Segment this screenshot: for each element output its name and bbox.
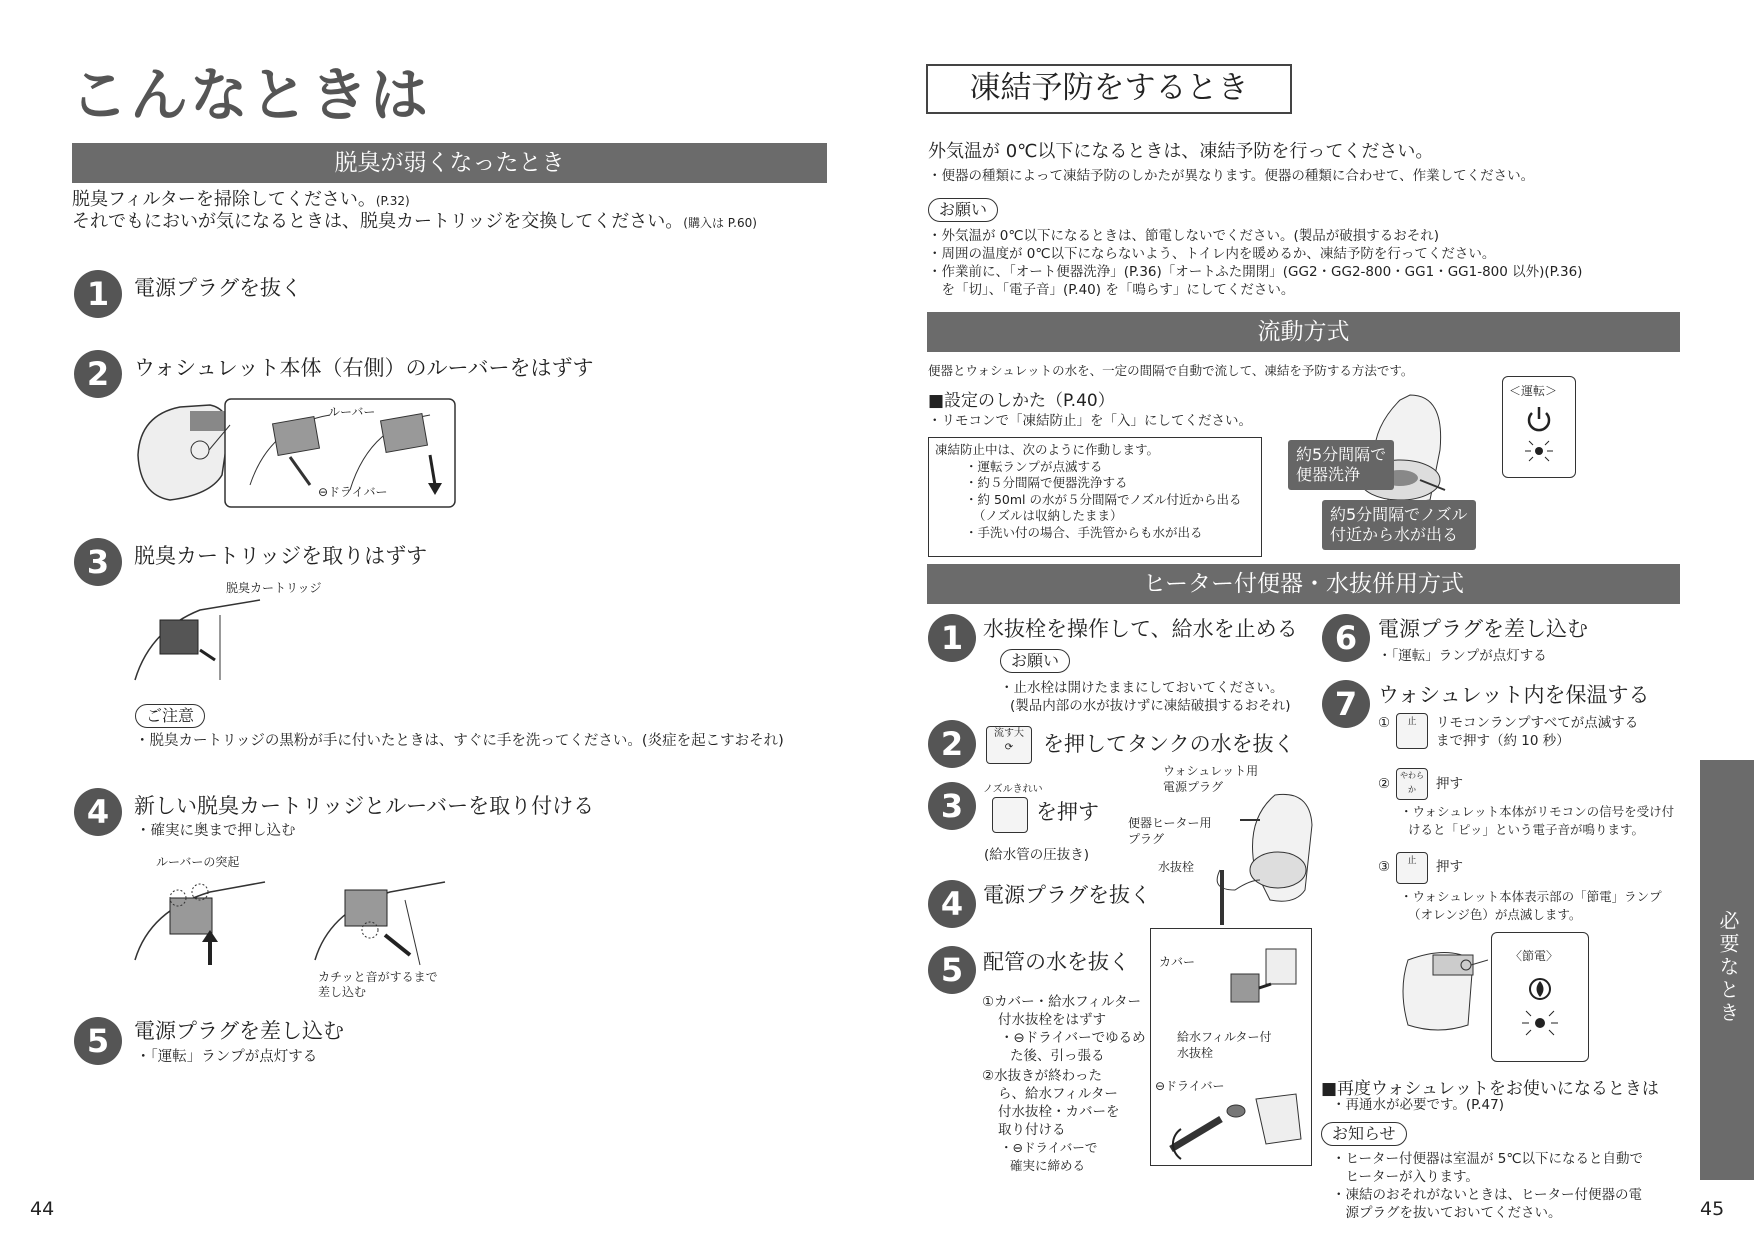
caution-label: ご注意 (135, 704, 205, 728)
heater-step-text-4: 電源プラグを抜く (983, 883, 1151, 907)
page-title-right: 凍結予防をするとき (926, 64, 1292, 114)
fig-heater-plug-line-1: 便器ヒーター用 (1128, 816, 1212, 830)
box-line: 凍結防止中は、次のように作動します。 (935, 442, 1160, 457)
step5-b6: 確実に締める (1010, 1158, 1086, 1173)
louver-attach-illustration-2 (310, 870, 450, 970)
step-text-1: 電源プラグを抜く (134, 276, 302, 300)
operation-lamp-panel (1502, 376, 1576, 478)
step7-c1-text-1: リモコンランプすべてが点滅する (1436, 715, 1639, 731)
step7-c1-text-2: まで押す（約 10 秒） (1436, 733, 1570, 749)
box-line: ・約５分間隔で便器洗浄する (965, 475, 1128, 490)
step7-c1-text (1436, 714, 1638, 750)
stop-button-2-label: 止 (1407, 856, 1417, 866)
intro-ref-1: (P.32) (375, 194, 410, 208)
callout-nozzle-water (1322, 500, 1476, 550)
soft-button[interactable] (1396, 768, 1428, 800)
callout-bowl-line-2: 便器洗浄 (1296, 465, 1361, 484)
step7-c3-note (1400, 888, 1662, 924)
callout-bowl-flush (1288, 440, 1394, 490)
step7-c2-note (1400, 803, 1674, 839)
nozzle-clean-button[interactable] (992, 797, 1028, 833)
caution-pill (135, 704, 205, 728)
heater-step-number-4: 4 (928, 880, 976, 928)
heater-step1-note (1000, 679, 1291, 715)
heater-step-sub-3: (給水管の圧抜き) (984, 847, 1090, 863)
heater-step-text-5: 配管の水を抜く (983, 950, 1130, 974)
heater-step1-note-2: (製品内部の水が抜けずに凍結破損するおそれ) (1010, 698, 1291, 714)
step-text-5: 電源プラグを差し込む (134, 1019, 344, 1043)
notice-item: ・ヒーター付便器は室温が 5℃以下になると自動で (1332, 1151, 1644, 1167)
heater-step-text-3: を押す (1036, 800, 1099, 824)
heater-step-text-7: ウォシュレット内を保温する (1378, 683, 1650, 707)
request-item: を「切」、「電子音」(P.40) を「鳴らす」にしてください。 (928, 282, 1295, 298)
callout-nozzle-line-1: 約5分間隔でノズル (1330, 505, 1468, 524)
step-number-5: 5 (74, 1017, 122, 1065)
intro-line-2 (72, 210, 757, 235)
step7-c2-text: 押す (1436, 776, 1463, 792)
step-text-3: 脱臭カートリッジを取りはずす (134, 544, 428, 568)
step5-b2: ら、給水フィルター (998, 1086, 1118, 1102)
cartridge-removal-illustration (130, 590, 270, 690)
step5-b4: 取り付ける (998, 1122, 1066, 1138)
cover-illustration (1211, 944, 1306, 1024)
intro-ref-2: (購入は P.60) (683, 216, 757, 230)
fig4-protrusion-label: ルーバーの突起 (156, 855, 240, 869)
flush-swirl-icon: ⟳ (1004, 742, 1014, 753)
saving-lamp-panel (1491, 932, 1589, 1062)
page-title-left: こんなときは (70, 61, 431, 129)
heater-step-number-5: 5 (928, 946, 976, 994)
operation-lamp-label: ＜運転＞ (1509, 384, 1558, 398)
freeze-operation-box (928, 437, 1262, 557)
intro-text-1: 脱臭フィルターを掃除してください。 (72, 189, 376, 210)
fig-filter-line-1: 給水フィルター付 (1177, 1030, 1272, 1044)
step7-c2-note-1: ・ウォシュレット本体がリモコンの信号を受け付 (1400, 804, 1675, 819)
fig-heater-plug-line-2: プラグ (1128, 832, 1165, 846)
fig4-click-line-1: カチッと音がするまで (318, 970, 438, 984)
fig-cover-label: カバー (1159, 955, 1196, 969)
notice-item: ヒーターが入ります。 (1332, 1169, 1479, 1185)
box-line: ・運転ランプが点滅する (965, 458, 1103, 474)
intro-text-2: それでもにおいが気になるときは、脱臭カートリッジを交換してください。 (72, 211, 684, 232)
reuse-heading: ■再度ウォシュレットをお使いになるときは (1321, 1079, 1659, 1099)
fig-valve-label: 水抜栓 (1158, 860, 1195, 874)
step-sub-5: ・「運転」ランプが点灯する (136, 1049, 318, 1065)
step-number-3: 3 (74, 538, 122, 586)
nozzle-clean-label: ノズルきれい (983, 784, 1043, 795)
side-tab (1700, 760, 1754, 1180)
freeze-intro: 外気温が 0℃以下になるときは、凍結予防を行ってください。 (928, 141, 1434, 162)
notice-item: 源プラグを抜いておいてください。 (1332, 1205, 1562, 1221)
heater-step-number-3: 3 (928, 782, 976, 830)
step5-b5: ・⊖ドライバーで (1000, 1140, 1098, 1155)
step7-c3-text: 押す (1436, 859, 1463, 875)
request-label: お願い (928, 198, 998, 222)
page-number-right: 45 (1700, 1198, 1725, 1220)
fig4-click-line-2: 差し込む (318, 985, 367, 999)
power-lamp-icon (1515, 403, 1563, 473)
step-text-2: ウォシュレット本体（右側）のルーバーをはずす (134, 356, 594, 380)
heater-step1-note-1: ・止水栓は開けたままにしておいてください。 (1000, 680, 1284, 696)
setting-heading: ■設定のしかた（P.40） (928, 391, 1115, 411)
heater-step-number-7: 7 (1322, 680, 1370, 728)
step-number-2: 2 (74, 350, 122, 398)
heater-step-number-6: 6 (1322, 614, 1370, 662)
caution-text: ・脱臭カートリッジの黒粉が手に付いたときは、すぐに手を洗ってください。(炎症を起こすおそれ) (135, 733, 784, 749)
step7-c2-mark: ② (1378, 776, 1391, 792)
louver-removal-illustration (130, 395, 460, 510)
step5-a2: 付水抜栓をはずす (998, 1012, 1106, 1028)
box-line: ・手洗い付の場合、手洗管からも水が出る (965, 524, 1203, 540)
step-number-1: 1 (74, 270, 122, 318)
heater-step-text-2: を押してタンクの水を抜く (1043, 732, 1295, 756)
fig-heater-plug-label (1128, 815, 1212, 847)
step7-c3-note-2: （オレンジ色）が点滅します。 (1408, 907, 1582, 922)
request-item: ・周囲の温度が 0℃以下にならないよう、トイレ内を暖めるか、凍結予防を行ってください。 (928, 246, 1496, 262)
heater-step1-request-pill (1000, 649, 1070, 673)
section-banner-deodorize: 脱臭が弱くなったとき (72, 143, 827, 183)
heater-step-number-2: 2 (928, 720, 976, 768)
washlet-saving-illustration (1378, 930, 1488, 1040)
callout-bowl-line-1: 約5分間隔で (1296, 445, 1387, 464)
fig-washlet-plug-line-2: 電源プラグ (1163, 780, 1224, 794)
setting-sub: ・リモコンで「凍結防止」を「入」にしてください。 (928, 413, 1252, 429)
step5-b3: 付水抜栓・カバーを (998, 1104, 1120, 1120)
section-banner-heater: ヒーター付便器・水抜併用方式 (927, 564, 1680, 604)
box-line: ・約 50ml の水が５分間隔でノズル付近から出る (965, 491, 1242, 507)
side-tab-label: 必要なとき (1716, 910, 1740, 1025)
flush-large-button[interactable] (986, 726, 1032, 764)
step-number-4: 4 (74, 788, 122, 836)
heater-step-text-1: 水抜栓を操作して、給水を止める (983, 617, 1298, 641)
box-line: （ノズルは収納したまま） (973, 508, 1123, 523)
fig-filter-line-2: 水抜栓 (1177, 1046, 1214, 1060)
stop-button-1-label: 止 (1407, 717, 1417, 727)
heater-step1-request-label: お願い (1000, 649, 1070, 673)
saving-lamp-label: 〈節電〉 (1510, 949, 1559, 963)
request-pill (928, 198, 998, 222)
step5-a1: ①カバー・給水フィルター (982, 994, 1141, 1010)
step5-b1: ②水抜きが終わった (982, 1068, 1102, 1084)
notice-label: お知らせ (1321, 1122, 1407, 1146)
stop-button-1[interactable] (1396, 713, 1428, 749)
washlet-plug-illustration (1200, 780, 1330, 930)
fig4-click-label (318, 970, 438, 1000)
fig-filter-label (1177, 1029, 1272, 1061)
heater-step5-instructions (982, 993, 1146, 1175)
notice-list (1332, 1150, 1643, 1222)
page-number-left: 44 (30, 1198, 55, 1220)
flow-description: 便器とウォシュレットの水を、一定の間隔で自動で流して、凍結を予防する方法です。 (928, 363, 1414, 378)
request-item: ・作業前に、「オート便器洗浄」(P.36)「オートふた開閉」(GG2・GG2-800・GG1・GG1-800 以外)(P.36) (928, 264, 1583, 280)
heater-step-number-1: 1 (928, 614, 976, 662)
leaf-lamp-icon (1514, 975, 1566, 1047)
step7-c2-note-2: けると「ピッ」という電子音が鳴ります。 (1408, 822, 1645, 837)
fig2-driver-label: ⊖ドライバー (318, 485, 388, 499)
step-sub-4: ・確実に奥まで押し込む (136, 823, 296, 839)
fig3-cartridge-label: 脱臭カートリッジ (226, 581, 322, 595)
notice-item: ・凍結のおそれがないときは、ヒーター付便器の電 (1332, 1187, 1642, 1203)
request-item: ・外気温が 0℃以下になるときは、節電しないでください。(製品が破損するおそれ) (928, 228, 1440, 244)
flush-large-label: 流す大 (994, 728, 1024, 739)
soft-button-label: やわらか (1400, 771, 1424, 794)
heater-step-text-6: 電源プラグを差し込む (1378, 617, 1588, 641)
heater-step-sub-6: ・「運転」ランプが点灯する (1378, 648, 1547, 664)
fig-driver-label: ⊖ドライバー (1155, 1079, 1225, 1093)
callout-nozzle-line-2: 付近から水が出る (1330, 525, 1459, 544)
screwdriver-illustration (1161, 1089, 1306, 1161)
freeze-intro-sub: ・便器の種類によって凍結予防のしかたが異なります。便器の種類に合わせて、作業してください。 (928, 168, 1535, 184)
step7-c3-note-1: ・ウォシュレット本体表示部の「節電」ランプ (1400, 889, 1662, 904)
fig2-louver-label: ルーバー (328, 405, 376, 419)
section-banner-flow: 流動方式 (927, 312, 1680, 352)
step-text-4: 新しい脱臭カートリッジとルーバーを取り付ける (134, 794, 595, 818)
fig-washlet-plug-line-1: ウォシュレット用 (1163, 764, 1259, 778)
reuse-sub: ・再通水が必要です。(P.47) (1332, 1097, 1504, 1113)
request-list (928, 227, 1582, 299)
drain-valve-figure (1150, 928, 1312, 1166)
step7-c3-mark: ③ (1378, 859, 1391, 875)
louver-attach-illustration-1 (130, 870, 270, 970)
notice-pill (1321, 1122, 1407, 1146)
step7-c1-mark: ① (1378, 715, 1391, 731)
stop-button-2[interactable] (1396, 852, 1428, 884)
step5-a3: ・⊖ドライバーでゆるめ (1000, 1030, 1146, 1046)
step5-a4: た後、引っ張る (1010, 1048, 1105, 1064)
